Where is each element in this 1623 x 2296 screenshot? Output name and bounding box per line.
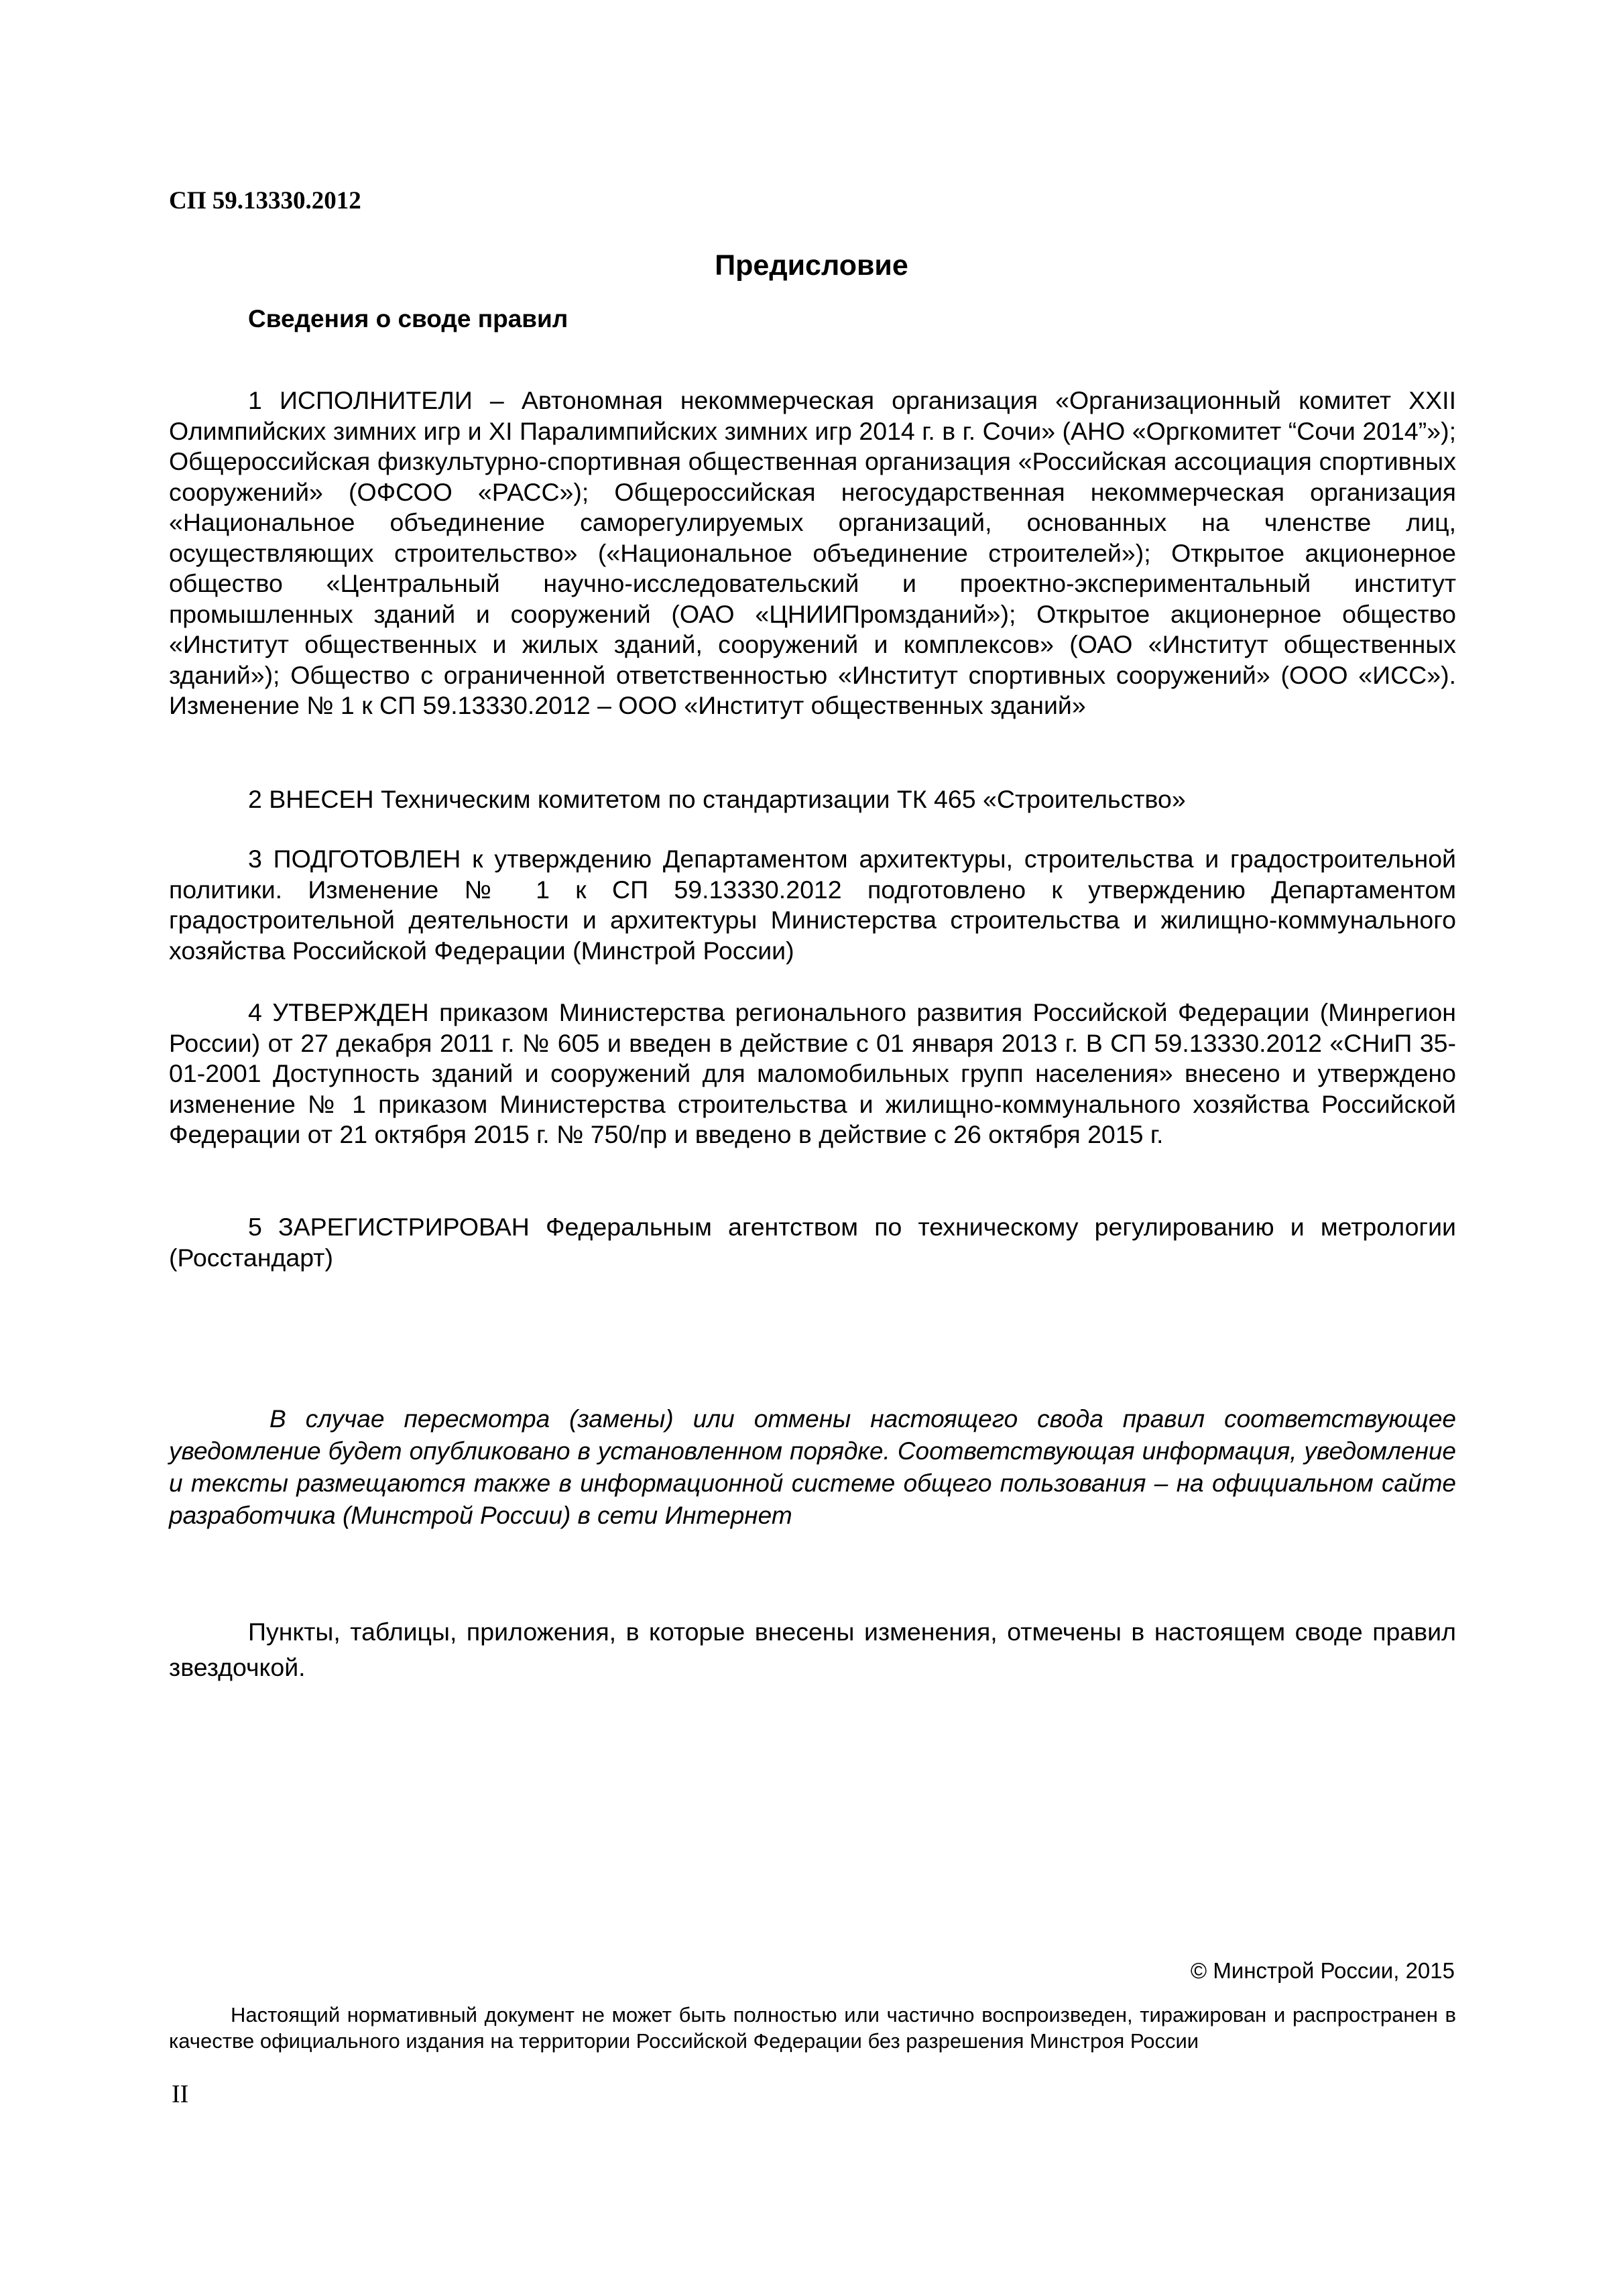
preface-item-prepared (169, 844, 1456, 966)
preface-item-approved (169, 998, 1456, 1150)
preface-item-introduced (169, 784, 1456, 815)
preface-item-text: 2 ВНЕСЕН Техническим комитетом по стандартизации ТК 465 «Строительство» (248, 785, 1186, 813)
changes-note (169, 1614, 1456, 1685)
changes-note-text: Пункты, таблицы, приложения, в которые внесены изменения, отмечены в настоящем своде правил звездочкой. (169, 1618, 1456, 1681)
document-code: СП 59.13330.2012 (169, 187, 361, 215)
preface-item-text: 1 ИСПОЛНИТЕЛИ – Автономная некоммерческая организация «Организационный комитет XXII Олимпийских зимних игр и XI Паралимпийских зимних игр 2014 г. в г. Сочи» (АНО «Оргкомитет “Сочи 2014”»); Общероссийская физкультурно-спортивная общественная организация «Российская ассоциация спортивных сооружений» (ОФСОО «РАСС»); Общероссийская негосударственная некоммерческая организация «Национальное объединение саморегулируемых организаций, основанных на членстве лиц, осуществляющих строительство» («Национальное объединение строителей»); Открытое акционерное общество «Центральный научно-исследовательский и проектно-экспериментальный институт промышленных зданий и сооружений (ОАО «ЦНИИПромзданий»); Открытое акционерное общество «Институт общественных и жилых зданий, сооружений и комплексов» (ОАО «Институт общественных зданий»); Общество с ограниченной ответственностью «Институт спортивных сооружений» (ООО «ИСС»). Изменение № 1 к СП 59.13330.2012 – ООО «Институт общественных зданий» (169, 386, 1456, 719)
reproduction-restriction-text: Настоящий нормативный документ не может быть полностью или частично воспроизведен, тиражирован и распространен в качестве официального издания на территории Российской Федерации без разрешения Минстроя России (169, 2003, 1456, 2053)
section-heading: Сведения о своде правил (248, 305, 568, 333)
revision-notice-text: В случае пересмотра (замены) или отмены настоящего свода правил соответствующее уведомление будет опубликовано в установленном порядке. Соответствующая информация, уведомление и тексты размещаются также в информационной системе общего пользования – на официальном сайте разработчика (Минстрой России) в сети Интернет (169, 1405, 1456, 1529)
preface-item-text: 4 УТВЕРЖДЕН приказом Министерства регионального развития Российской Федерации (Минрегион России) от 27 декабря 2011 г. № 605 и введен в действие с 01 января 2013 г. В СП 59.13330.2012 «СНиП 35-01-2001 Доступность зданий и сооружений для маломобильных групп населения» внесено и утверждено изменение № 1 приказом Министерства строительства и жилищно-коммунального хозяйства Российской Федерации от 21 октября 2015 г. № 750/пр и введено в действие с 26 октября 2015 г. (169, 998, 1456, 1148)
reproduction-restriction (169, 2002, 1456, 2054)
page-number: II (172, 2080, 189, 2108)
copyright-notice: © Минстрой России, 2015 (1190, 1958, 1455, 1983)
preface-item-registered (169, 1212, 1456, 1273)
revision-notice (169, 1403, 1456, 1532)
page-title: Предисловие (715, 249, 908, 282)
preface-item-text: 3 ПОДГОТОВЛЕН к утверждению Департаментом архитектуры, строительства и градостроительной политики. Изменение № 1 к СП 59.13330.2012 подготовлено к утверждению Департаментом градостроительной деятельности и архитектуры Министерства строительства и жилищно-коммунального хозяйства Российской Федерации (Минстрой России) (169, 845, 1456, 965)
preface-item-executors (169, 385, 1456, 721)
preface-item-text: 5 ЗАРЕГИСТРИРОВАН Федеральным агентством по техническому регулированию и метрологии (Росстандарт) (169, 1213, 1456, 1272)
